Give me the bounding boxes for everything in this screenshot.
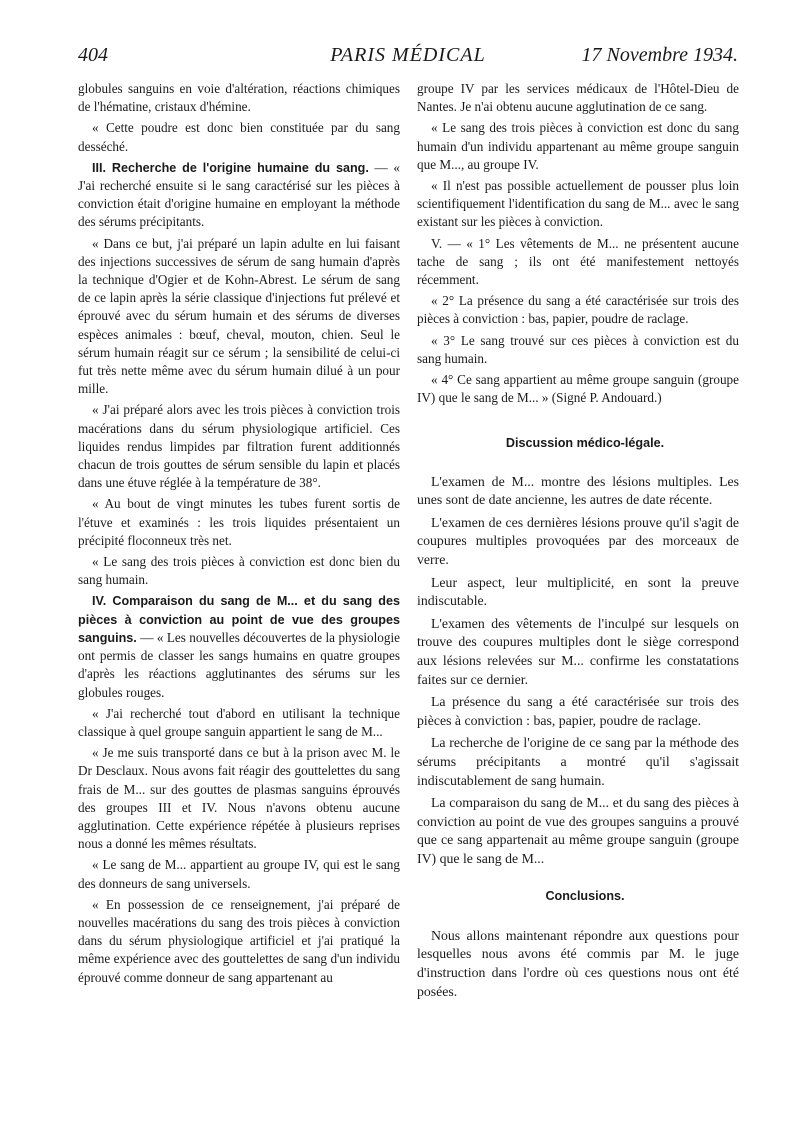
paragraph: La présence du sang a été caractérisée sur trois des pièces à conviction : bas, papier, poudre de raclage. [417,694,739,728]
section-heading-iii: III. Recherche de l'origine humaine du sang. [92,160,369,175]
paragraph: V. — « 1° Les vêtements de M... ne présentent aucune tache de sang ; ils ont été manifestement nettoyés récemment. [417,235,739,288]
paragraph: « Le sang de M... appartient au groupe IV, qui est le sang des donneurs de sang universels. [78,857,400,891]
paragraph: La comparaison du sang de M... et du sang des pièces à conviction au point de vue des groupes sanguins a prouvé que ce sang appartenait au même groupe sanguin (groupe IV) que le sang de M... [417,795,739,866]
paragraph: L'examen de M... montre des lésions multiples. Les unes sont de date ancienne, les autres de date récente. [417,473,739,508]
paragraph: « Je me suis transporté dans ce but à la prison avec M. le Dr Desclaux. Nous avons fait réagir des gouttelettes du sang frais de M... sur des gouttes de plasmas sanguins éprouvés des groupes III et IV. Nous n'avons obtenu aucune agglutination. Cette expérience répétée à plusieurs reprises nous a donné les mêmes résultats. [78,745,400,852]
journal-title: PARIS MÉDICAL [330,44,486,66]
paragraph: groupe IV par les services médicaux de l'Hôtel-Dieu de Nantes. Je n'ai obtenu aucune agglutination de ce sang. [417,81,739,115]
paragraph: « 2° La présence du sang a été caractérisée sur trois des pièces à conviction : bas, papier, poudre de raclage. [417,293,739,327]
paragraph: « Le sang des trois pièces à conviction est donc du sang humain d'un individu appartenant au même groupe sanguin que M..., au groupe IV. [417,120,739,172]
paragraph: « En possession de ce renseignement, j'ai préparé de nouvelles macérations du sang des trois pièces à conviction dans du sérum physiologique artificiel et j'ai pratiqué la même expérience avec des gouttelettes de sang d'un individu éprouvé comme donneur de sang appartenant au [78,896,400,985]
section-paragraph-iv [78,592,400,701]
paragraph: globules sanguins en voie d'altération, réactions chimiques de l'hématine, cristaux d'hémine. [78,81,400,115]
section-text: — « J'ai recherché ensuite si le sang caractérisé sur les pièces à conviction était d'origine humaine en employant la méthode des sérums précipitants. [78,159,400,230]
paragraph: « Il n'est pas possible actuellement de pousser plus loin scientifiquement l'identification du sang de M... avec le sang existant sur les pièces à conviction. [417,178,739,230]
paragraph: « Dans ce but, j'ai préparé un lapin adulte en lui faisant des injections successives de sérum de sang humain d'après la technique d'Ogier et de Kohn-Abrest. Le sérum de sang de ce lapin après la série classique d'injections fut prélevé et éprouvé avec du sérum humain et des sérums de diverses espèces animales : bœuf, cheval, mouton, chien. Seul le sérum humain réagit sur ce sérum ; la sensibilité de celui-ci fut très nette même avec du sérum humain dilué à un pour mille. [78,235,400,397]
paragraph: « 3° Le sang trouvé sur ces pièces à conviction est du sang humain. [417,332,739,366]
right-column [417,80,739,1005]
page-header [78,44,738,72]
paragraph: « Au bout de vingt minutes les tubes furent sortis de l'étuve et examinés : les trois liquides présentaient un précipité floconneux très net. [78,496,400,548]
paragraph: L'examen de ces dernières lésions prouve qu'il s'agit de coupures multiples provoquées par des morceaux de verre. [417,514,739,568]
discussion-body [417,473,739,869]
section-paragraph-iii [78,159,400,232]
section-text: — « Les nouvelles découvertes de la physiologie ont permis de classer les sangs humains en quatre groupes d'après les réactions agglutinantes des sérums sur les globules rouges. [78,629,400,700]
paragraph: Leur aspect, leur multiplicité, en sont la preuve indiscutable. [417,574,739,609]
paragraph: « J'ai préparé alors avec les trois pièces à conviction trois macérations dans du sérum physiologique artificiel. Ces liquides rendus limpides par filtration furent additionnés chacun de trois gouttes de sérum sensible du lapin et placés dans une étuve réglée à la température de 38°. [78,402,400,491]
paragraph: « Le sang des trois pièces à conviction est donc bien du sang humain. [78,554,400,588]
paragraph: « J'ai recherché tout d'abord en utilisant la technique classique à quel groupe sanguin appartient le sang de M... [78,705,400,739]
paragraph: « 4° Ce sang appartient au même groupe sanguin (groupe IV) que le sang de M... » (Signé P. Andouard.) [417,372,739,406]
paragraph: L'examen des vêtements de l'inculpé sur lesquels on trouve des coupures multiples dont le siège correspond aux lésions relevées sur M... confirme les constatations faites sur ce dernier. [417,615,739,687]
issue-date: 17 Novembre 1934. [581,44,738,66]
discussion-heading: Discussion médico-légale. [505,436,665,451]
left-column [78,80,400,990]
paragraph: Nous allons maintenant répondre aux questions pour lesquelles nous avons été commis par M. le juge d'instruction dans l'ordre où ces questions nous ont été posées. [417,927,739,999]
page-number: 404 [78,44,108,66]
paragraph: La recherche de l'origine de ce sang par la méthode des sérums précipitants a montré qu'il s'agissait indiscutablement de sang humain. [417,735,739,788]
section-heading-iv: IV. Comparaison du sang de M... et du sang des pièces à conviction au point de vue des groupes sanguins. [78,594,400,645]
paragraph: « Cette poudre est donc bien constituée par du sang desséché. [78,120,400,154]
conclusions-heading: Conclusions. [545,888,625,903]
conclusions-body [417,927,739,1001]
